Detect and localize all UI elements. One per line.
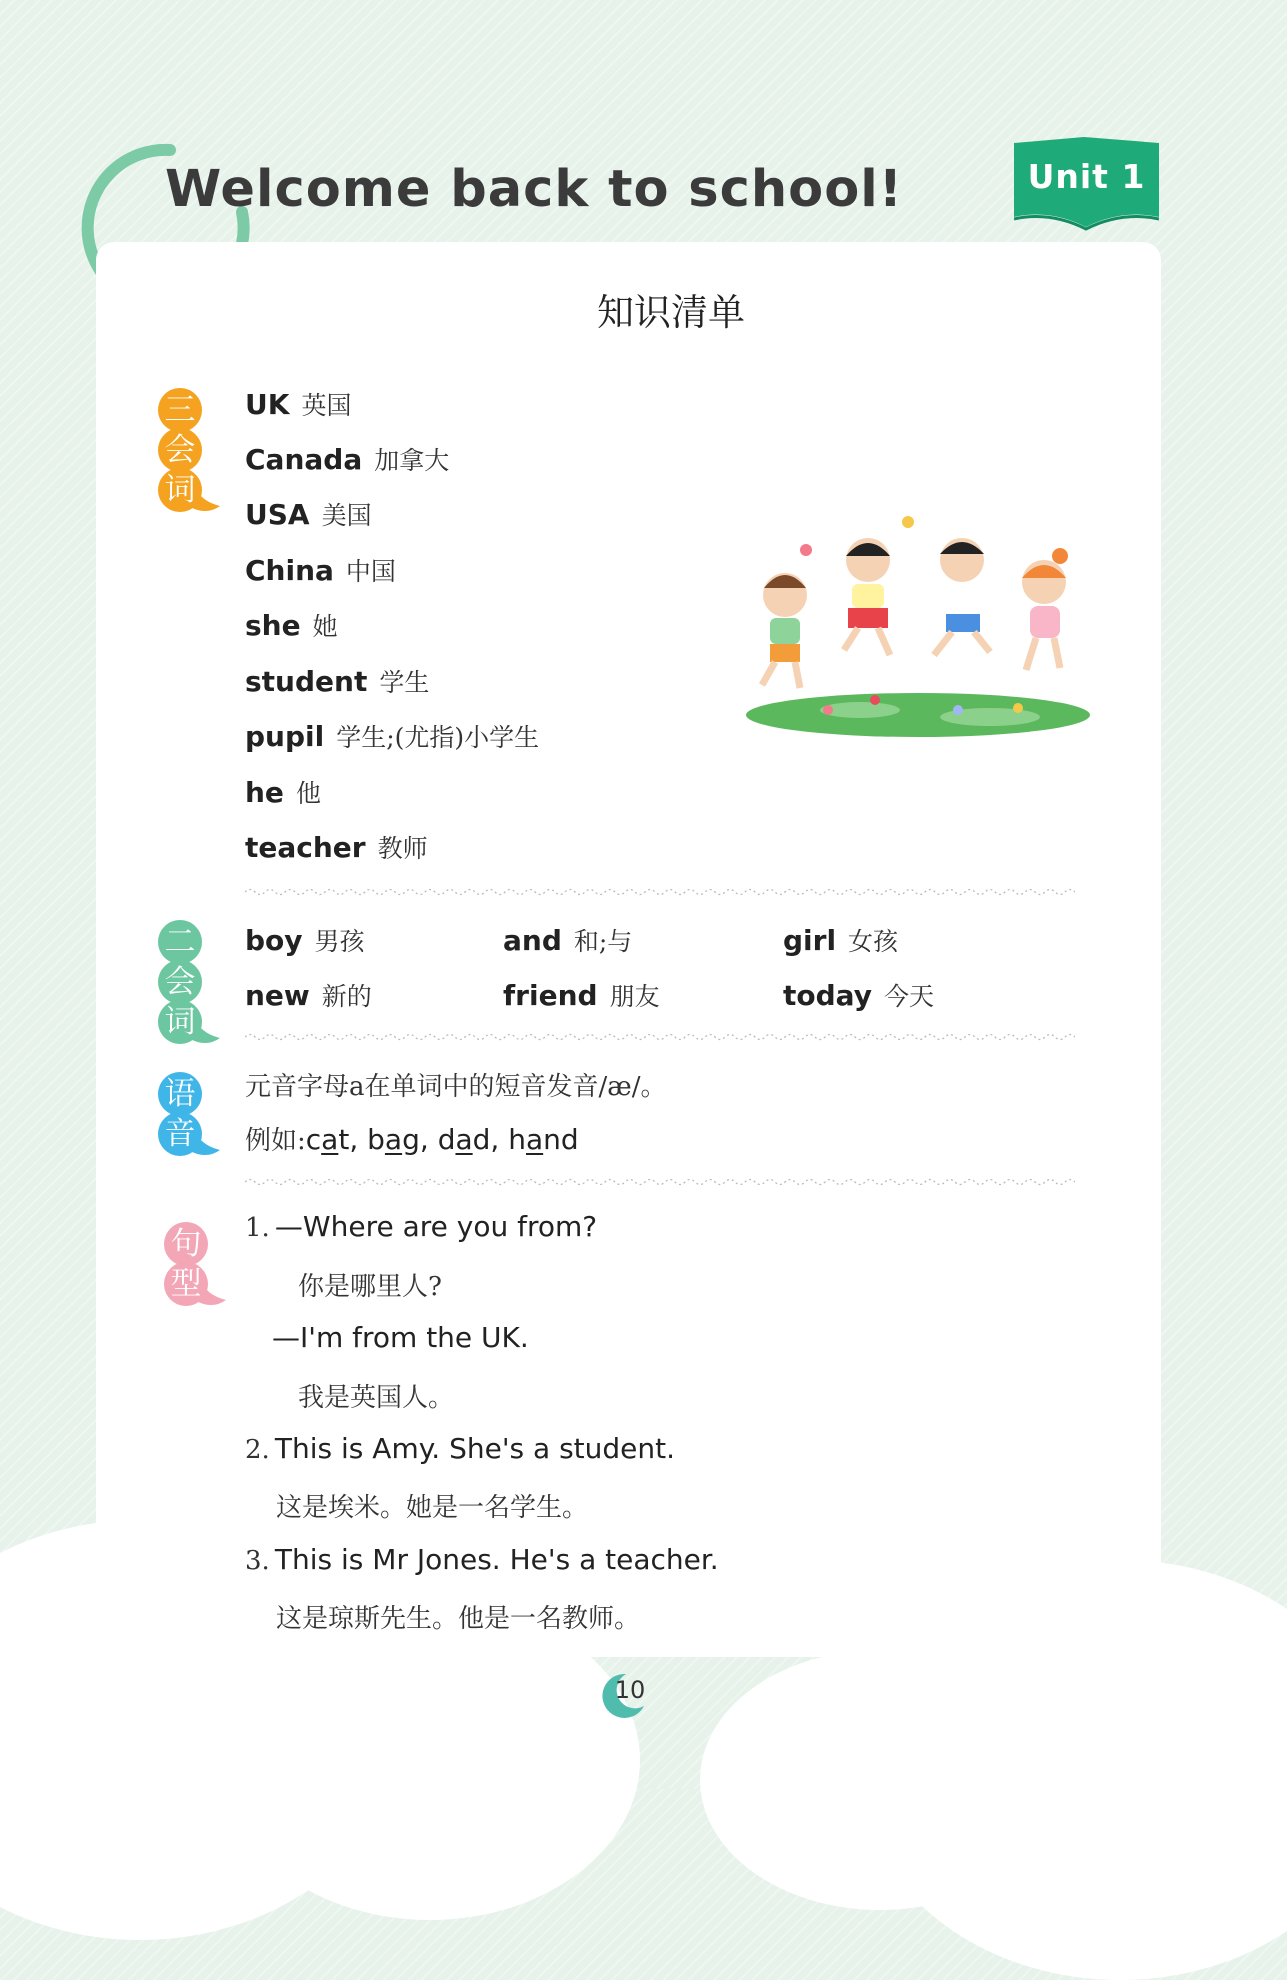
vocab-item: she 她 xyxy=(245,609,338,642)
badge-phonics: 语 音 xyxy=(158,1072,220,1162)
section-divider xyxy=(245,1177,1075,1187)
section-divider xyxy=(245,1032,1075,1042)
vocab-item: today 今天 xyxy=(783,979,934,1012)
sentence-2: 2. This is Amy. She's a student. xyxy=(245,1432,676,1465)
vocab-item: friend 朋友 xyxy=(503,979,660,1012)
vocab-item: Canada 加拿大 xyxy=(245,443,450,476)
vocab-item: girl 女孩 xyxy=(783,924,899,957)
sentence-3-zh: 这是琼斯先生。他是一名教师。 xyxy=(276,1604,641,1634)
vocab-item: student 学生 xyxy=(245,665,430,698)
cloud-right-2 xyxy=(700,1650,1060,1910)
vocab-item: boy 男孩 xyxy=(245,924,365,957)
sentence-1-answer-zh: 我是英国人。 xyxy=(298,1383,455,1413)
vocab-item: teacher 教师 xyxy=(245,831,428,864)
vocab-item: USA 美国 xyxy=(245,498,372,531)
vocab-item: and 和;与 xyxy=(503,924,633,957)
sentence-2-zh: 这是埃米。她是一名学生。 xyxy=(276,1493,589,1523)
phonics-examples: 例如:cat, bag, dad, hand xyxy=(245,1123,579,1156)
card-title: 知识清单 xyxy=(597,291,745,334)
phonics-rule: 元音字母a在单词中的短音发音/æ/。 xyxy=(245,1072,667,1102)
badge-three-skill-words: 三 会 词 xyxy=(158,388,220,518)
page-title: Welcome back to school! xyxy=(165,160,903,219)
vocab-item: China 中国 xyxy=(245,554,396,587)
badge-two-skill-words: 二 会 词 xyxy=(158,920,220,1050)
badge-sentence-patterns: 句 型 xyxy=(164,1222,226,1312)
unit-label: Unit 1 xyxy=(1027,157,1146,196)
vocab-item: new 新的 xyxy=(245,979,372,1012)
page-number: 10 xyxy=(614,1676,646,1704)
children-jumping-illustration xyxy=(740,510,1095,750)
section-divider xyxy=(245,887,1075,897)
sentence-3: 3. This is Mr Jones. He's a teacher. xyxy=(245,1543,719,1576)
sentence-1-question: 1. —Where are you from? xyxy=(245,1210,598,1243)
sentence-1-question-zh: 你是哪里人? xyxy=(298,1272,442,1302)
vocab-item: he 他 xyxy=(245,776,321,809)
unit-badge xyxy=(1014,135,1159,235)
vocab-item: UK 英国 xyxy=(245,388,352,421)
vocab-item: pupil 学生;(尤指)小学生 xyxy=(245,720,540,753)
sentence-1-answer: —I'm from the UK. xyxy=(272,1321,529,1354)
